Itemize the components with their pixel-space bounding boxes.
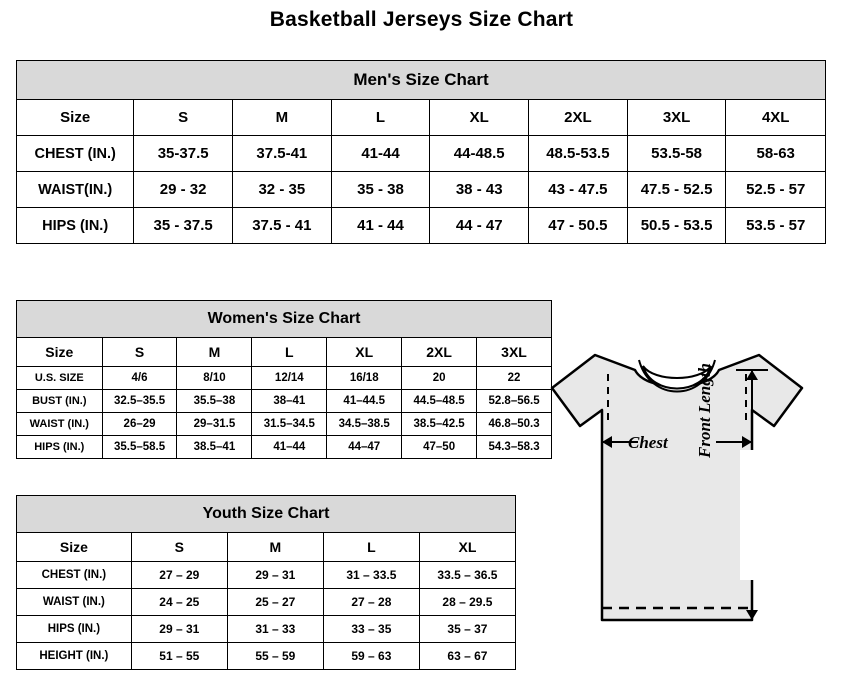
youth-size-chart-table	[16, 495, 516, 670]
cell-waist-3xl: 46.8–50.3	[477, 413, 552, 436]
col-header-l: L	[331, 100, 430, 136]
cell-hips-4xl: 53.5 - 57	[726, 208, 826, 244]
cell-ussize-3xl: 22	[477, 367, 552, 390]
table-row	[17, 136, 826, 172]
cell-ussize-l: 12/14	[252, 367, 327, 390]
cell-hips-s: 35 - 37.5	[134, 208, 233, 244]
cell-bust-s: 32.5–35.5	[102, 390, 177, 413]
cell-hips-xl: 44–47	[327, 436, 402, 459]
cell-waist-m: 29–31.5	[177, 413, 252, 436]
col-header-m: M	[177, 338, 252, 367]
womens-table-caption: Women's Size Chart	[17, 301, 552, 338]
cell-waist-3xl: 47.5 - 52.5	[627, 172, 726, 208]
youth-table-caption: Youth Size Chart	[17, 496, 516, 533]
cell-waist-s: 24 – 25	[131, 589, 227, 616]
table-header-row	[17, 533, 516, 562]
row-label-bust: BUST (IN.)	[17, 390, 103, 413]
front-length-measurement-label: Front Length	[695, 363, 714, 458]
cell-bust-m: 35.5–38	[177, 390, 252, 413]
cell-ussize-xl: 16/18	[327, 367, 402, 390]
cell-ussize-s: 4/6	[102, 367, 177, 390]
row-label-hips: HIPS (IN.)	[17, 616, 132, 643]
col-header-size: Size	[17, 100, 134, 136]
col-header-xl: XL	[430, 100, 529, 136]
cell-waist-l: 27 – 28	[323, 589, 419, 616]
cell-waist-4xl: 52.5 - 57	[726, 172, 826, 208]
table-row	[17, 413, 552, 436]
table-row	[17, 562, 516, 589]
cell-waist-l: 35 - 38	[331, 172, 430, 208]
cell-height-m: 55 – 59	[227, 643, 323, 670]
table-row	[17, 367, 552, 390]
cell-height-l: 59 – 63	[323, 643, 419, 670]
row-label-waist: WAIST (IN.)	[17, 589, 132, 616]
cell-hips-3xl: 54.3–58.3	[477, 436, 552, 459]
table-caption-row	[17, 61, 826, 100]
cell-waist-2xl: 38.5–42.5	[402, 413, 477, 436]
col-header-size: Size	[17, 338, 103, 367]
cell-waist-xl: 38 - 43	[430, 172, 529, 208]
cell-bust-3xl: 52.8–56.5	[477, 390, 552, 413]
row-label-chest: CHEST (IN.)	[17, 562, 132, 589]
chest-measurement-label: Chest	[628, 433, 668, 452]
cell-hips-l: 41–44	[252, 436, 327, 459]
row-label-chest: CHEST (IN.)	[17, 136, 134, 172]
col-header-xl: XL	[327, 338, 402, 367]
cell-hips-s: 29 – 31	[131, 616, 227, 643]
cell-hips-l: 33 – 35	[323, 616, 419, 643]
row-label-height: HEIGHT (IN.)	[17, 643, 132, 670]
table-row	[17, 436, 552, 459]
row-label-hips: HIPS (IN.)	[17, 436, 103, 459]
cell-hips-2xl: 47–50	[402, 436, 477, 459]
col-header-4xl: 4XL	[726, 100, 826, 136]
mens-table-caption: Men's Size Chart	[17, 61, 826, 100]
cell-chest-4xl: 58-63	[726, 136, 826, 172]
cell-hips-3xl: 50.5 - 53.5	[627, 208, 726, 244]
cell-hips-l: 41 - 44	[331, 208, 430, 244]
col-header-s: S	[134, 100, 233, 136]
page-title: Basketball Jerseys Size Chart	[269, 8, 574, 31]
cell-waist-2xl: 43 - 47.5	[529, 172, 628, 208]
cell-ussize-2xl: 20	[402, 367, 477, 390]
col-header-l: L	[323, 533, 419, 562]
cell-waist-m: 32 - 35	[232, 172, 331, 208]
cell-ussize-m: 8/10	[177, 367, 252, 390]
table-row	[17, 172, 826, 208]
cell-bust-l: 38–41	[252, 390, 327, 413]
col-header-3xl: 3XL	[627, 100, 726, 136]
cell-waist-s: 26–29	[102, 413, 177, 436]
table-header-row	[17, 338, 552, 367]
col-header-s: S	[131, 533, 227, 562]
col-header-l: L	[252, 338, 327, 367]
table-header-row	[17, 100, 826, 136]
table-row	[17, 390, 552, 413]
col-header-m: M	[232, 100, 331, 136]
table-row	[17, 589, 516, 616]
col-header-m: M	[227, 533, 323, 562]
mens-size-chart-table	[16, 60, 826, 244]
cell-chest-l: 31 – 33.5	[323, 562, 419, 589]
row-label-us-size: U.S. SIZE	[17, 367, 103, 390]
row-label-waist: WAIST(IN.)	[17, 172, 134, 208]
cell-chest-3xl: 53.5-58	[627, 136, 726, 172]
col-header-xl: XL	[419, 533, 515, 562]
cell-height-s: 51 – 55	[131, 643, 227, 670]
table-row	[17, 643, 516, 670]
cell-chest-m: 37.5-41	[232, 136, 331, 172]
cell-hips-m: 31 – 33	[227, 616, 323, 643]
jersey-measurement-diagram	[540, 330, 840, 670]
col-header-2xl: 2XL	[402, 338, 477, 367]
cell-chest-l: 41-44	[331, 136, 430, 172]
cell-hips-s: 35.5–58.5	[102, 436, 177, 459]
cell-chest-s: 27 – 29	[131, 562, 227, 589]
cell-height-xl: 63 – 67	[419, 643, 515, 670]
cell-chest-xl: 33.5 – 36.5	[419, 562, 515, 589]
cell-chest-s: 35-37.5	[134, 136, 233, 172]
col-header-s: S	[102, 338, 177, 367]
cell-waist-l: 31.5–34.5	[252, 413, 327, 436]
cell-chest-xl: 44-48.5	[430, 136, 529, 172]
cell-chest-2xl: 48.5-53.5	[529, 136, 628, 172]
cell-waist-s: 29 - 32	[134, 172, 233, 208]
cell-waist-xl: 28 – 29.5	[419, 589, 515, 616]
row-label-hips: HIPS (IN.)	[17, 208, 134, 244]
cell-chest-m: 29 – 31	[227, 562, 323, 589]
table-row	[17, 208, 826, 244]
row-label-waist: WAIST (IN.)	[17, 413, 103, 436]
col-header-3xl: 3XL	[477, 338, 552, 367]
cell-hips-m: 37.5 - 41	[232, 208, 331, 244]
col-header-2xl: 2XL	[529, 100, 628, 136]
cell-hips-xl: 35 – 37	[419, 616, 515, 643]
table-row	[17, 616, 516, 643]
table-caption-row	[17, 301, 552, 338]
jersey-shirt-icon	[540, 330, 840, 670]
cell-waist-m: 25 – 27	[227, 589, 323, 616]
cell-bust-xl: 41–44.5	[327, 390, 402, 413]
col-header-size: Size	[17, 533, 132, 562]
cell-hips-xl: 44 - 47	[430, 208, 529, 244]
cell-waist-xl: 34.5–38.5	[327, 413, 402, 436]
table-caption-row	[17, 496, 516, 533]
womens-size-chart-table	[16, 300, 552, 459]
cell-bust-2xl: 44.5–48.5	[402, 390, 477, 413]
cell-hips-m: 38.5–41	[177, 436, 252, 459]
cell-hips-2xl: 47 - 50.5	[529, 208, 628, 244]
